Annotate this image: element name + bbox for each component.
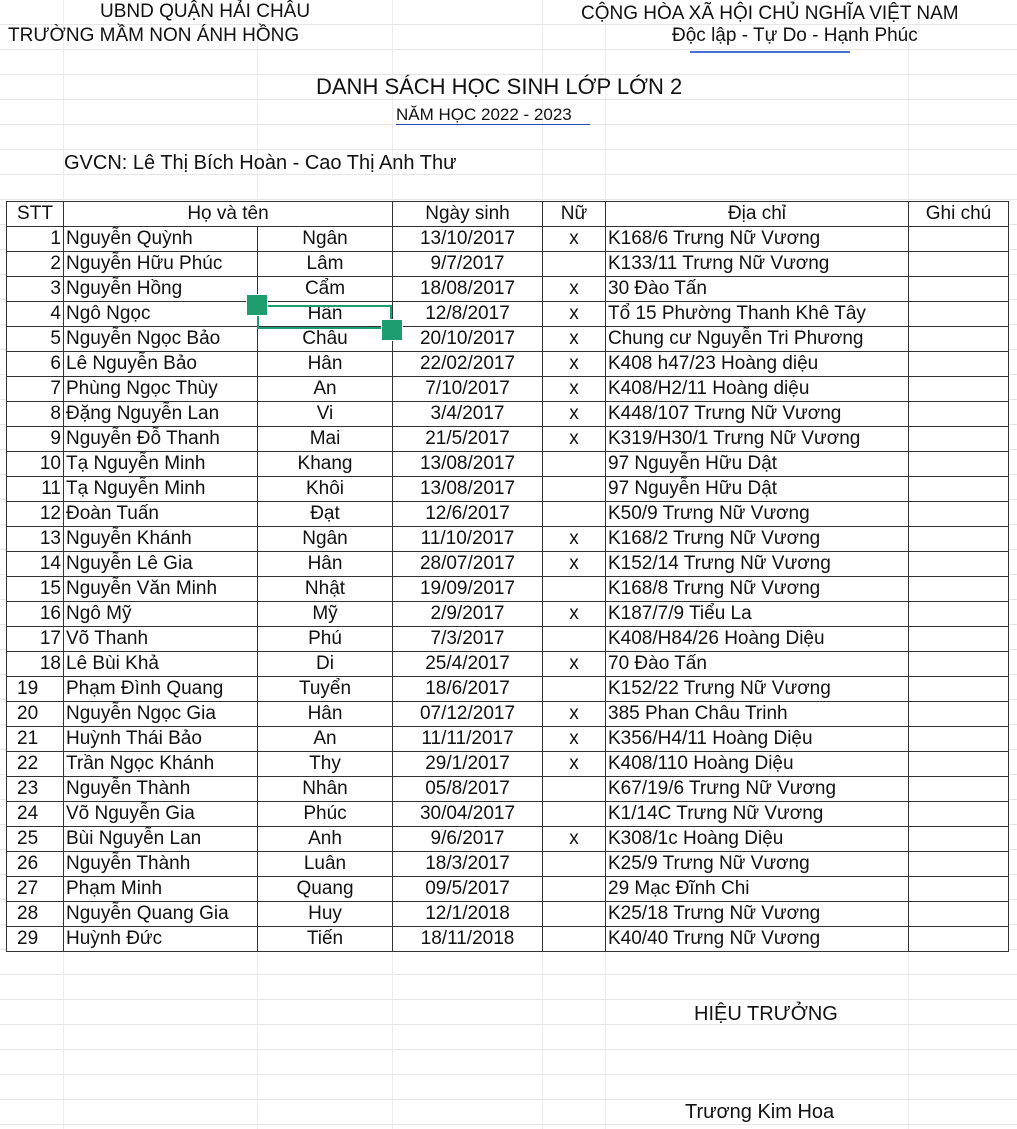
principal-name: Trương Kim Hoa (685, 1101, 835, 1123)
student-female-cell[interactable]: x (543, 652, 606, 677)
table-row (7, 427, 1009, 452)
student-first-name-cell[interactable]: Lâm (258, 252, 393, 277)
principal-title: HIỆU TRƯỞNG (694, 1003, 838, 1025)
student-stt-cell[interactable]: 3 (7, 277, 64, 302)
student-address-cell[interactable]: K152/22 Trưng Nữ Vương (606, 677, 909, 702)
table-row (7, 752, 1009, 777)
student-address-cell[interactable]: K308/1c Hoàng Diệu (606, 827, 909, 852)
table-row (7, 452, 1009, 477)
table-row (7, 677, 1009, 702)
table-row (7, 627, 1009, 652)
student-first-name-cell[interactable]: Hân (258, 352, 393, 377)
roster-body (7, 227, 1009, 952)
student-dob-cell[interactable]: 28/07/2017 (393, 552, 543, 577)
student-stt-cell[interactable]: 2 (7, 252, 64, 277)
student-female-cell[interactable]: x (543, 327, 606, 352)
student-stt-cell[interactable]: 16 (7, 602, 64, 627)
header-full-name[interactable]: Họ và tên (64, 202, 393, 227)
student-last-name-cell[interactable]: Huỳnh Đức (64, 927, 258, 952)
student-note-cell[interactable] (909, 927, 1009, 952)
student-note-cell[interactable] (909, 552, 1009, 577)
student-dob-cell[interactable]: 13/08/2017 (393, 452, 543, 477)
student-dob-cell[interactable]: 7/10/2017 (393, 377, 543, 402)
student-dob-cell[interactable]: 19/09/2017 (393, 577, 543, 602)
student-address-cell[interactable]: K168/8 Trưng Nữ Vương (606, 577, 909, 602)
student-last-name-cell[interactable]: Trần Ngọc Khánh (64, 752, 258, 777)
student-female-cell[interactable] (543, 877, 606, 902)
student-dob-cell[interactable]: 18/08/2017 (393, 277, 543, 302)
student-first-name-cell[interactable]: Di (258, 652, 393, 677)
selection-handle-start[interactable] (246, 294, 268, 316)
motto-underline (690, 51, 850, 53)
table-row (7, 402, 1009, 427)
student-address-cell[interactable]: K25/9 Trưng Nữ Vương (606, 852, 909, 877)
student-first-name-cell[interactable]: Anh (258, 827, 393, 852)
student-last-name-cell[interactable]: Huỳnh Thái Bảo (64, 727, 258, 752)
student-last-name-cell[interactable]: Nguyễn Khánh (64, 527, 258, 552)
student-note-cell[interactable] (909, 602, 1009, 627)
student-first-name-cell[interactable]: Phú (258, 627, 393, 652)
table-row (7, 327, 1009, 352)
student-female-cell[interactable]: x (543, 702, 606, 727)
student-female-cell[interactable] (543, 677, 606, 702)
student-first-name-cell[interactable]: Mai (258, 427, 393, 452)
student-last-name-cell[interactable]: Phạm Đình Quang (64, 677, 258, 702)
student-first-name-cell[interactable]: Tuyển (258, 677, 393, 702)
student-stt-cell[interactable]: 23 (7, 777, 64, 802)
student-stt-cell[interactable]: 19 (7, 677, 64, 702)
student-note-cell[interactable] (909, 727, 1009, 752)
student-female-cell[interactable] (543, 502, 606, 527)
student-dob-cell[interactable]: 13/10/2017 (393, 227, 543, 252)
student-female-cell[interactable]: x (543, 377, 606, 402)
student-dob-cell[interactable]: 9/6/2017 (393, 827, 543, 852)
student-female-cell[interactable] (543, 252, 606, 277)
student-note-cell[interactable] (909, 802, 1009, 827)
student-dob-cell[interactable]: 2/9/2017 (393, 602, 543, 627)
student-last-name-cell[interactable]: Đoàn Tuấn (64, 502, 258, 527)
student-female-cell[interactable] (543, 852, 606, 877)
student-address-cell[interactable]: K152/14 Trưng Nữ Vương (606, 552, 909, 577)
student-female-cell[interactable]: x (543, 402, 606, 427)
homeroom-teachers: GVCN: Lê Thị Bích Hoàn - Cao Thị Anh Thư (64, 152, 457, 174)
student-address-cell[interactable]: K133/11 Trưng Nữ Vương (606, 252, 909, 277)
school-year-underline (396, 124, 590, 125)
student-female-cell[interactable] (543, 802, 606, 827)
student-last-name-cell[interactable]: Phạm Minh (64, 877, 258, 902)
table-row (7, 802, 1009, 827)
student-last-name-cell[interactable]: Ngô Mỹ (64, 602, 258, 627)
student-female-cell[interactable]: x (543, 527, 606, 552)
table-row (7, 577, 1009, 602)
header-address[interactable]: Địa chỉ (606, 202, 909, 227)
student-female-cell[interactable] (543, 902, 606, 927)
table-row (7, 502, 1009, 527)
student-note-cell[interactable] (909, 652, 1009, 677)
student-note-cell[interactable] (909, 577, 1009, 602)
student-female-cell[interactable] (543, 577, 606, 602)
student-address-cell[interactable]: K67/19/6 Trưng Nữ Vương (606, 777, 909, 802)
student-note-cell[interactable] (909, 677, 1009, 702)
student-stt-cell[interactable]: 17 (7, 627, 64, 652)
student-first-name-cell[interactable]: Hân (258, 702, 393, 727)
table-row (7, 352, 1009, 377)
table-row (7, 227, 1009, 252)
republic-title: CỘNG HÒA XÃ HỘI CHỦ NGHĨA VIỆT NAM (581, 3, 959, 24)
student-stt-cell[interactable]: 6 (7, 352, 64, 377)
student-last-name-cell[interactable]: Nguyễn Hữu Phúc (64, 252, 258, 277)
student-dob-cell[interactable]: 13/08/2017 (393, 477, 543, 502)
student-note-cell[interactable] (909, 877, 1009, 902)
student-dob-cell[interactable]: 18/6/2017 (393, 677, 543, 702)
student-first-name-cell[interactable]: Nhân (258, 777, 393, 802)
student-female-cell[interactable]: x (543, 427, 606, 452)
student-last-name-cell[interactable]: Bùi Nguyễn Lan (64, 827, 258, 852)
student-note-cell[interactable] (909, 477, 1009, 502)
student-first-name-cell[interactable]: Hân (258, 302, 393, 327)
student-last-name-cell[interactable]: Tạ Nguyễn Minh (64, 477, 258, 502)
table-row (7, 377, 1009, 402)
student-female-cell[interactable]: x (543, 277, 606, 302)
student-stt-cell[interactable]: 7 (7, 377, 64, 402)
table-row (7, 777, 1009, 802)
student-address-cell[interactable]: K40/40 Trưng Nữ Vương (606, 927, 909, 952)
header-note[interactable]: Ghi chú (909, 202, 1009, 227)
student-dob-cell[interactable]: 09/5/2017 (393, 877, 543, 902)
student-stt-cell[interactable]: 11 (7, 477, 64, 502)
student-first-name-cell[interactable]: Vi (258, 402, 393, 427)
student-stt-cell[interactable]: 24 (7, 802, 64, 827)
student-note-cell[interactable] (909, 352, 1009, 377)
student-note-cell[interactable] (909, 452, 1009, 477)
student-female-cell[interactable]: x (543, 727, 606, 752)
student-address-cell[interactable]: K356/H4/11 Hoàng Diệu (606, 727, 909, 752)
student-stt-cell[interactable]: 28 (7, 902, 64, 927)
student-dob-cell[interactable]: 7/3/2017 (393, 627, 543, 652)
student-note-cell[interactable] (909, 777, 1009, 802)
student-stt-cell[interactable]: 10 (7, 452, 64, 477)
student-last-name-cell[interactable]: Nguyễn Ngọc Gia (64, 702, 258, 727)
table-row (7, 652, 1009, 677)
student-last-name-cell[interactable]: Nguyễn Ngọc Bảo (64, 327, 258, 352)
student-address-cell[interactable]: K408 h47/23 Hoàng diệu (606, 352, 909, 377)
student-stt-cell[interactable]: 1 (7, 227, 64, 252)
student-address-cell[interactable]: 97 Nguyễn Hữu Dật (606, 477, 909, 502)
student-last-name-cell[interactable]: Tạ Nguyễn Minh (64, 452, 258, 477)
student-female-cell[interactable] (543, 927, 606, 952)
student-stt-cell[interactable]: 12 (7, 502, 64, 527)
student-dob-cell[interactable]: 05/8/2017 (393, 777, 543, 802)
student-note-cell[interactable] (909, 277, 1009, 302)
student-note-cell[interactable] (909, 227, 1009, 252)
student-stt-cell[interactable]: 5 (7, 327, 64, 352)
student-stt-cell[interactable]: 22 (7, 752, 64, 777)
student-address-cell[interactable]: 97 Nguyễn Hữu Dật (606, 452, 909, 477)
student-last-name-cell[interactable]: Nguyễn Quỳnh (64, 227, 258, 252)
student-stt-cell[interactable]: 18 (7, 652, 64, 677)
table-header-row (7, 202, 1009, 227)
student-dob-cell[interactable]: 11/11/2017 (393, 727, 543, 752)
district-name: UBND QUẬN HẢI CHÂU (100, 1, 311, 22)
student-first-name-cell[interactable]: Mỹ (258, 602, 393, 627)
student-address-cell[interactable]: 70 Đào Tấn (606, 652, 909, 677)
student-note-cell[interactable] (909, 327, 1009, 352)
student-dob-cell[interactable]: 12/8/2017 (393, 302, 543, 327)
student-last-name-cell[interactable]: Nguyễn Hồng (64, 277, 258, 302)
table-row (7, 477, 1009, 502)
student-dob-cell[interactable]: 12/1/2018 (393, 902, 543, 927)
student-address-cell[interactable]: Chung cư Nguyễn Tri Phương (606, 327, 909, 352)
student-address-cell[interactable]: K50/9 Trưng Nữ Vương (606, 502, 909, 527)
header-dob[interactable]: Ngày sinh (393, 202, 543, 227)
student-note-cell[interactable] (909, 827, 1009, 852)
table-row (7, 277, 1009, 302)
student-stt-cell[interactable]: 26 (7, 852, 64, 877)
student-stt-cell[interactable]: 15 (7, 577, 64, 602)
student-female-cell[interactable] (543, 777, 606, 802)
student-last-name-cell[interactable]: Phùng Ngọc Thùy (64, 377, 258, 402)
student-first-name-cell[interactable]: Phúc (258, 802, 393, 827)
student-last-name-cell[interactable]: Nguyễn Quang Gia (64, 902, 258, 927)
table-row (7, 302, 1009, 327)
table-row (7, 527, 1009, 552)
student-address-cell[interactable]: 29 Mạc Đĩnh Chi (606, 877, 909, 902)
student-note-cell[interactable] (909, 252, 1009, 277)
student-dob-cell[interactable]: 22/02/2017 (393, 352, 543, 377)
student-last-name-cell[interactable]: Đặng Nguyễn Lan (64, 402, 258, 427)
student-stt-cell[interactable]: 9 (7, 427, 64, 452)
student-dob-cell[interactable]: 9/7/2017 (393, 252, 543, 277)
student-note-cell[interactable] (909, 902, 1009, 927)
student-last-name-cell[interactable]: Nguyễn Văn Minh (64, 577, 258, 602)
table-row (7, 552, 1009, 577)
table-row (7, 727, 1009, 752)
student-first-name-cell[interactable]: Ngân (258, 227, 393, 252)
student-stt-cell[interactable]: 4 (7, 302, 64, 327)
student-address-cell[interactable]: 385 Phan Châu Trinh (606, 702, 909, 727)
student-note-cell[interactable] (909, 527, 1009, 552)
header-stt[interactable]: STT (7, 202, 64, 227)
student-female-cell[interactable]: x (543, 302, 606, 327)
student-last-name-cell[interactable]: Nguyễn Đỗ Thanh (64, 427, 258, 452)
student-last-name-cell[interactable]: Ngô Ngọc (64, 302, 258, 327)
student-dob-cell[interactable]: 18/11/2018 (393, 927, 543, 952)
student-address-cell[interactable]: K448/107 Trưng Nữ Vương (606, 402, 909, 427)
student-first-name-cell[interactable]: Thy (258, 752, 393, 777)
student-address-cell[interactable]: K319/H30/1 Trưng Nữ Vương (606, 427, 909, 452)
student-first-name-cell[interactable]: Nhật (258, 577, 393, 602)
student-dob-cell[interactable]: 29/1/2017 (393, 752, 543, 777)
student-female-cell[interactable]: x (543, 752, 606, 777)
student-last-name-cell[interactable]: Nguyễn Thành (64, 852, 258, 877)
student-first-name-cell[interactable]: Hân (258, 552, 393, 577)
student-first-name-cell[interactable]: An (258, 727, 393, 752)
table-row (7, 827, 1009, 852)
student-note-cell[interactable] (909, 377, 1009, 402)
national-motto: Độc lập - Tự Do - Hạnh Phúc (672, 25, 918, 46)
student-dob-cell[interactable]: 07/12/2017 (393, 702, 543, 727)
student-first-name-cell[interactable]: An (258, 377, 393, 402)
student-dob-cell[interactable]: 30/04/2017 (393, 802, 543, 827)
student-stt-cell[interactable]: 14 (7, 552, 64, 577)
table-row (7, 252, 1009, 277)
student-dob-cell[interactable]: 25/4/2017 (393, 652, 543, 677)
table-row (7, 602, 1009, 627)
student-last-name-cell[interactable]: Võ Nguyễn Gia (64, 802, 258, 827)
student-dob-cell[interactable]: 20/10/2017 (393, 327, 543, 352)
student-address-cell[interactable]: K187/7/9 Tiểu La (606, 602, 909, 627)
student-note-cell[interactable] (909, 702, 1009, 727)
student-dob-cell[interactable]: 21/5/2017 (393, 427, 543, 452)
student-address-cell[interactable]: K168/2 Trưng Nữ Vương (606, 527, 909, 552)
student-first-name-cell[interactable]: Ngân (258, 527, 393, 552)
student-address-cell[interactable]: K25/18 Trưng Nữ Vương (606, 902, 909, 927)
student-address-cell[interactable]: 30 Đào Tấn (606, 277, 909, 302)
student-female-cell[interactable]: x (543, 827, 606, 852)
student-stt-cell[interactable]: 29 (7, 927, 64, 952)
student-female-cell[interactable]: x (543, 352, 606, 377)
document-title: DANH SÁCH HỌC SINH LỚP LỚN 2 (316, 74, 683, 99)
student-note-cell[interactable] (909, 502, 1009, 527)
table-row (7, 927, 1009, 952)
student-address-cell[interactable]: K408/H2/11 Hoàng diệu (606, 377, 909, 402)
student-female-cell[interactable]: x (543, 227, 606, 252)
student-last-name-cell[interactable]: Nguyễn Lê Gia (64, 552, 258, 577)
student-female-cell[interactable]: x (543, 602, 606, 627)
header-female[interactable]: Nữ (543, 202, 606, 227)
student-female-cell[interactable] (543, 627, 606, 652)
student-note-cell[interactable] (909, 427, 1009, 452)
student-address-cell[interactable]: K408/H84/26 Hoàng Diệu (606, 627, 909, 652)
table-row (7, 902, 1009, 927)
student-first-name-cell[interactable]: Khôi (258, 477, 393, 502)
student-note-cell[interactable] (909, 752, 1009, 777)
selection-handle-end[interactable] (381, 319, 403, 341)
student-note-cell[interactable] (909, 302, 1009, 327)
student-first-name-cell[interactable]: Đạt (258, 502, 393, 527)
student-last-name-cell[interactable]: Nguyễn Thành (64, 777, 258, 802)
student-female-cell[interactable] (543, 477, 606, 502)
student-first-name-cell[interactable]: Tiến (258, 927, 393, 952)
student-address-cell[interactable]: Tổ 15 Phường Thanh Khê Tây (606, 302, 909, 327)
student-dob-cell[interactable]: 11/10/2017 (393, 527, 543, 552)
student-note-cell[interactable] (909, 852, 1009, 877)
student-stt-cell[interactable]: 20 (7, 702, 64, 727)
student-female-cell[interactable]: x (543, 552, 606, 577)
student-roster-table (6, 201, 1009, 952)
student-stt-cell[interactable]: 27 (7, 877, 64, 902)
student-first-name-cell[interactable]: Luân (258, 852, 393, 877)
school-year: NĂM HỌC 2022 - 2023 (396, 105, 572, 124)
student-address-cell[interactable]: K408/110 Hoàng Diệu (606, 752, 909, 777)
student-note-cell[interactable] (909, 627, 1009, 652)
student-last-name-cell[interactable]: Võ Thanh (64, 627, 258, 652)
student-note-cell[interactable] (909, 402, 1009, 427)
student-stt-cell[interactable]: 13 (7, 527, 64, 552)
student-dob-cell[interactable]: 3/4/2017 (393, 402, 543, 427)
student-dob-cell[interactable]: 18/3/2017 (393, 852, 543, 877)
student-address-cell[interactable]: K168/6 Trưng Nữ Vương (606, 227, 909, 252)
table-row (7, 702, 1009, 727)
student-stt-cell[interactable]: 21 (7, 727, 64, 752)
student-last-name-cell[interactable]: Lê Bùi Khả (64, 652, 258, 677)
student-last-name-cell[interactable]: Lê Nguyễn Bảo (64, 352, 258, 377)
table-row (7, 877, 1009, 902)
school-name: TRƯỜNG MẦM NON ÁNH HỒNG (8, 25, 300, 46)
student-first-name-cell[interactable]: Cẩm (258, 277, 393, 302)
student-stt-cell[interactable]: 8 (7, 402, 64, 427)
student-stt-cell[interactable]: 25 (7, 827, 64, 852)
student-address-cell[interactable]: K1/14C Trưng Nữ Vương (606, 802, 909, 827)
student-female-cell[interactable] (543, 452, 606, 477)
student-dob-cell[interactable]: 12/6/2017 (393, 502, 543, 527)
student-first-name-cell[interactable]: Huy (258, 902, 393, 927)
student-first-name-cell[interactable]: Quang (258, 877, 393, 902)
table-row (7, 852, 1009, 877)
student-first-name-cell[interactable]: Khang (258, 452, 393, 477)
student-first-name-cell[interactable]: Châu (258, 327, 393, 352)
